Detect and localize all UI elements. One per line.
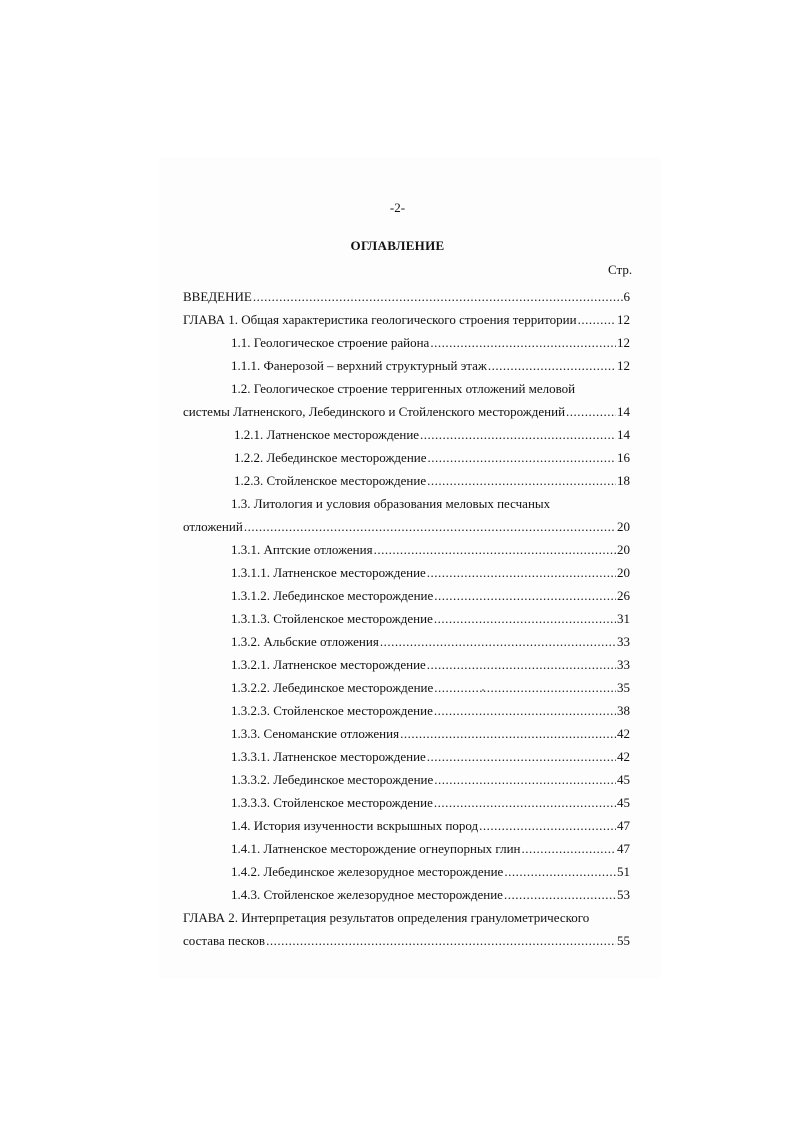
dot-leader: [428, 446, 617, 469]
toc-entry-label: 1.3.2.2. Лебединское месторождение: [231, 680, 434, 695]
dot-leader: [434, 676, 616, 699]
toc-entry-label: 1.1.1. Фанерозой – верхний структурный этаж: [231, 358, 487, 373]
toc-entry-page: 12: [617, 358, 630, 373]
toc-entry-label: 1.3.1.1. Латненское месторождение: [231, 565, 426, 580]
toc-entry[interactable]: [183, 745, 630, 768]
dot-leader: [420, 423, 616, 446]
toc-entry-label: 1.2.1. Латненское месторождение: [234, 427, 420, 442]
toc-entry-label: 1.3.3. Сеноманские отложения: [231, 726, 400, 741]
toc-entry-label-line1: 1.3. Литология и условия образования меловых песчаных: [231, 496, 551, 511]
toc-entry-page: 33: [617, 634, 630, 649]
dot-leader: [479, 814, 616, 837]
toc-entry-page: 14: [617, 427, 630, 442]
toc-entry-page: 20: [617, 542, 630, 557]
dot-leader: [374, 538, 616, 561]
toc-entry-label: 1.3.1.2. Лебединское месторождение: [231, 588, 434, 603]
toc-entry[interactable]: [183, 699, 630, 722]
toc-entry[interactable]: [183, 814, 630, 837]
toc-entry[interactable]: [183, 860, 630, 883]
toc-entry-label: 1.4.1. Латненское месторождение огнеупорных глин: [231, 841, 521, 856]
toc-entry-label: 1.1. Геологическое строение района: [231, 335, 430, 350]
toc-entry-label: 1.3.3.1. Латненское месторождение: [231, 749, 426, 764]
toc-entry-label: 1.3.1. Аптские отложения: [231, 542, 373, 557]
toc-entry[interactable]: [183, 354, 630, 377]
toc-entry-page: 47: [617, 818, 630, 833]
dot-leader: [427, 745, 616, 768]
dot-leader: [400, 722, 616, 745]
dot-leader: [504, 883, 616, 906]
toc-entry-label: 1.2.2. Лебединское месторождение: [234, 450, 427, 465]
page-number: -2-: [389, 200, 406, 215]
toc-entry-page: 20: [617, 519, 630, 534]
toc-entry-label-line1: ГЛАВА 2. Интерпретация результатов определения гранулометрического: [183, 910, 590, 925]
dot-leader: [566, 400, 616, 423]
toc-entry-page: 12: [617, 312, 630, 327]
dot-leader: [504, 860, 616, 883]
toc-entry-page: 33: [617, 657, 630, 672]
toc-entry-page: 26: [617, 588, 630, 603]
toc-entry-label: 1.3.2.1. Латненское месторождение: [231, 657, 426, 672]
toc-entry-label: 1.3.3.2. Лебединское месторождение: [231, 772, 434, 787]
toc-entry-page: 47: [617, 841, 630, 856]
scan-speck: [482, 689, 484, 691]
toc-entry-page: 38: [617, 703, 630, 718]
toc-entry[interactable]: [183, 515, 630, 538]
dot-leader: [522, 837, 616, 860]
toc-entry[interactable]: [183, 722, 630, 745]
toc-entry-page: 42: [617, 749, 630, 764]
dot-leader: [578, 308, 616, 331]
toc-entry-page: 6: [623, 289, 630, 304]
toc-entry-label: отложений: [183, 519, 243, 534]
toc-entry-page: 20: [617, 565, 630, 580]
toc-entry-page: 51: [617, 864, 630, 879]
toc-entry[interactable]: [183, 791, 630, 814]
toc-entry[interactable]: [183, 561, 630, 584]
toc-entry[interactable]: [183, 929, 630, 952]
dot-leader: [427, 469, 616, 492]
toc-entry-page: 53: [617, 887, 630, 902]
dot-leader: [434, 699, 616, 722]
dot-leader: [380, 630, 616, 653]
toc-entry-label: 1.4. История изученности вскрышных пород: [231, 818, 479, 833]
dot-leader: [430, 331, 616, 354]
toc-entry-label: 1.3.3.3. Стойленское месторождение: [231, 795, 433, 810]
toc-entry[interactable]: [183, 538, 630, 561]
dot-leader: [434, 584, 616, 607]
toc-entry[interactable]: [183, 630, 630, 653]
toc-entry-label: 1.3.2.3. Стойленское месторождение: [231, 703, 433, 718]
toc-entry-label-line1: 1.2. Геологическое строение терригенных отложений меловой: [231, 381, 576, 396]
dot-leader: [266, 929, 616, 952]
toc-entry[interactable]: [183, 423, 630, 446]
toc-entry-label: 1.3.2. Альбские отложения: [231, 634, 379, 649]
toc-entry[interactable]: [183, 653, 630, 676]
toc-entry-page: 45: [617, 772, 630, 787]
toc-entry-page: 42: [617, 726, 630, 741]
dot-leader: [253, 285, 623, 308]
toc-entry[interactable]: [183, 285, 630, 308]
page-column-label: Стр.: [608, 262, 633, 277]
toc-entry-label: ГЛАВА 1. Общая характеристика геологического строения территории: [183, 312, 577, 327]
toc-entry-label: 1.4.3. Стойленское железорудное месторождение: [231, 887, 503, 902]
toc-entry[interactable]: [183, 837, 630, 860]
toc-title: ОГЛАВЛЕНИЕ: [350, 238, 445, 253]
toc-entry[interactable]: [183, 308, 630, 331]
dot-leader: [434, 768, 616, 791]
toc-entry[interactable]: [183, 607, 630, 630]
toc-entry-page: 12: [617, 335, 630, 350]
toc-entry-label: 1.4.2. Лебединское железорудное месторождение: [231, 864, 504, 879]
dot-leader: [434, 791, 616, 814]
toc-entry-label: системы Латненского, Лебединского и Стойленского месторождений: [183, 404, 566, 419]
toc-entry-page: 16: [617, 450, 630, 465]
toc-entry-page: 14: [617, 404, 630, 419]
toc-entry[interactable]: [183, 883, 630, 906]
dot-leader: [244, 515, 616, 538]
toc-entry-label: состава песков: [183, 933, 266, 948]
toc-entry[interactable]: [183, 469, 630, 492]
table-of-contents: [183, 285, 630, 952]
toc-entry-page: 55: [617, 933, 630, 948]
dot-leader: [488, 354, 616, 377]
dot-leader: [427, 653, 616, 676]
dot-leader: [434, 607, 616, 630]
toc-entry[interactable]: [183, 676, 630, 699]
toc-entry-label: 1.3.1.3. Стойленское месторождение: [231, 611, 433, 626]
toc-entry[interactable]: [183, 768, 630, 791]
toc-entry[interactable]: [183, 400, 630, 423]
toc-entry-page: 18: [617, 473, 630, 488]
toc-entry-label: ВВЕДЕНИЕ: [183, 289, 252, 304]
toc-entry-page: 31: [617, 611, 630, 626]
toc-entry[interactable]: [183, 331, 630, 354]
toc-entry[interactable]: [183, 584, 630, 607]
toc-entry-label: 1.2.3. Стойленское месторождение: [234, 473, 427, 488]
dot-leader: [427, 561, 616, 584]
toc-entry-page: 35: [617, 680, 630, 695]
toc-entry-page: 45: [617, 795, 630, 810]
toc-entry[interactable]: [183, 446, 630, 469]
